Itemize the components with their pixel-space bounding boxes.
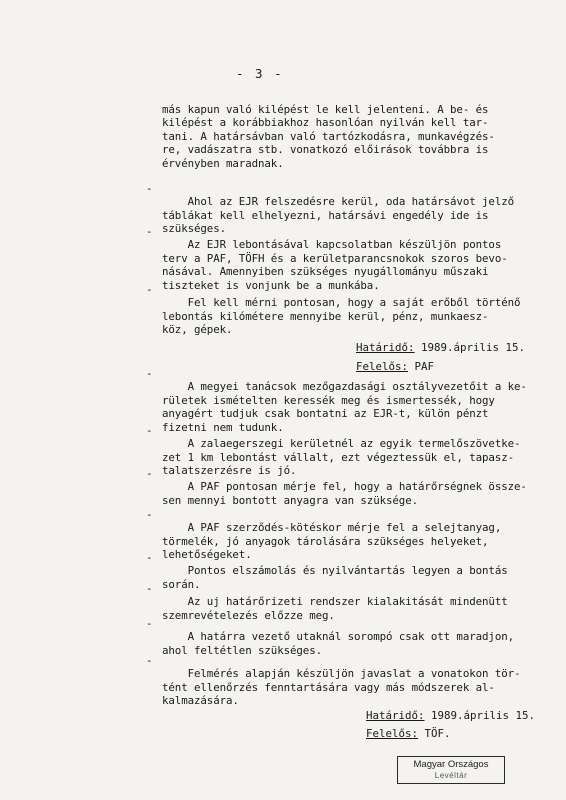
deadline-value: 1989.április 15.	[431, 709, 536, 722]
page-number: - 3 -	[236, 66, 284, 81]
deadline-value: 1989.április 15.	[421, 341, 526, 354]
list-item-text: A megyei tanácsok mezőgazdasági osztályvezetőit a ke- rületek ismételten keressék meg és ismertessék, hogy anyagért tudjuk csak bontatni az EJR-t, külön pénzt fizetni nem tudunk.	[162, 380, 527, 434]
responsible-value: TÖF.	[424, 727, 451, 740]
list-item: - A PAF pontosan mérje fel, hogy a határőrségnek össze- sen mennyi bontott anyagra van szüksége.	[146, 467, 527, 507]
list-item: - Felmérés alapján készüljön javaslat a vonatokon tör- tént ellenőrzés fenntartására vagy más módszerek al- kalmazására.	[146, 654, 521, 708]
list-item: - Pontos elszámolás és nyilvántartás legyen a bontás során.	[146, 551, 508, 591]
list-item-text: Felmérés alapján készüljön javaslat a vonatokon tör- tént ellenőrzés fenntartására vagy más módszerek al- kalmazására.	[162, 667, 521, 708]
list-item-text: A PAF pontosan mérje fel, hogy a határőrségnek össze- sen mennyi bontott anyagra van szüksége.	[162, 480, 527, 507]
stamp-line-2: Levéltár	[434, 771, 468, 780]
list-item: - A zalaegerszegi kerületnél az egyik termelőszövetke- zet 1 km lebontást vállalt, ezt végeztessük el, tapasz- talatszerzésre is jó.	[146, 424, 521, 478]
list-item: - Ahol az EJR felszedésre kerül, oda határsávot jelző táblákat kell elhelyezni, határsávi engedély ide is szükséges.	[146, 182, 515, 236]
list-item-text: A PAF szerződés-kötéskor mérje fel a selejtanyag, törmelék, jó anyagok tárolására szükséges helyeket, lehetőségeket.	[162, 521, 502, 562]
list-item: - Az EJR lebontásával kapcsolatban készüljön pontos terv a PAF, TÖFH és a kerületparancsnokok szoros bevo- násával. Amennyiben szükséges nyugállományu műszaki tiszteket is vonjunk be a munkába.	[146, 225, 508, 292]
list-item-text: Fel kell mérni pontosan, hogy a saját erőből történő lebontás kilómétere mennyibe kerül, pénz, munkaesz- köz, gépek.	[162, 296, 521, 337]
list-item-text: A zalaegerszegi kerületnél az egyik termelőszövetke- zet 1 km lebontást vállalt, ezt végeztessük el, tapasz- talatszerzésre is jó.	[162, 437, 521, 478]
list-item-text: Az EJR lebontásával kapcsolatban készüljön pontos terv a PAF, TÖFH és a kerületparancsnokok szoros bevo- násával. Amennyiben szükséges nyugállományu műszaki tiszteket is vonjunk be a munkába.	[162, 238, 508, 292]
responsible-label: Felelős:	[356, 360, 409, 373]
list-item-text: A határra vezető utaknál sorompó csak ott maradjon, ahol feltétlen szükséges.	[162, 630, 515, 657]
responsible-value: PAF	[414, 360, 435, 373]
archive-stamp	[397, 756, 505, 784]
intro-paragraph: más kapun való kilépést le kell jelenteni. A be- és kilépést a korábbiakhoz hasonlóan nyilván kell tar- tani. A határsávban való tartózkodásra, munkavégzés- re, vadászatra stb. vonatkozó előirások továbbra is érvényben maradnak.	[162, 103, 495, 170]
deadline-label: Határidő:	[356, 341, 415, 354]
list-item-text: Az uj határőrizeti rendszer kialakitását mindenütt szemrevételezés előzze meg.	[162, 595, 508, 622]
responsible-label: Felelős:	[366, 727, 419, 740]
deadline-label: Határidő:	[366, 709, 425, 722]
list-item: - A határra vezető utaknál sorompó csak ott maradjon, ahol feltétlen szükséges.	[146, 617, 515, 657]
responsible-2	[340, 713, 451, 755]
list-item: - A megyei tanácsok mezőgazdasági osztályvezetőit a ke- rületek ismételten keressék meg és ismertessék, hogy anyagért tudjuk csak bontatni az EJR-t, külön pénzt fizetni nem tudunk.	[146, 367, 527, 434]
stamp-line-1: Magyar Országos	[413, 759, 489, 770]
list-item-text: Ahol az EJR felszedésre kerül, oda határsávot jelző táblákat kell elhelyezni, határsávi engedély ide is szükséges.	[162, 195, 515, 236]
list-item-text: Pontos elszámolás és nyilvántartás legyen a bontás során.	[162, 564, 508, 591]
list-item: - Fel kell mérni pontosan, hogy a saját erőből történő lebontás kilómétere mennyibe kerül, pénz, munkaesz- köz, gépek.	[146, 283, 521, 337]
list-item: - Az uj határőrizeti rendszer kialakitását mindenütt szemrevételezés előzze meg.	[146, 582, 508, 622]
list-item: - A PAF szerződés-kötéskor mérje fel a selejtanyag, törmelék, jó anyagok tárolására szükséges helyeket, lehetőségeket.	[146, 508, 502, 562]
